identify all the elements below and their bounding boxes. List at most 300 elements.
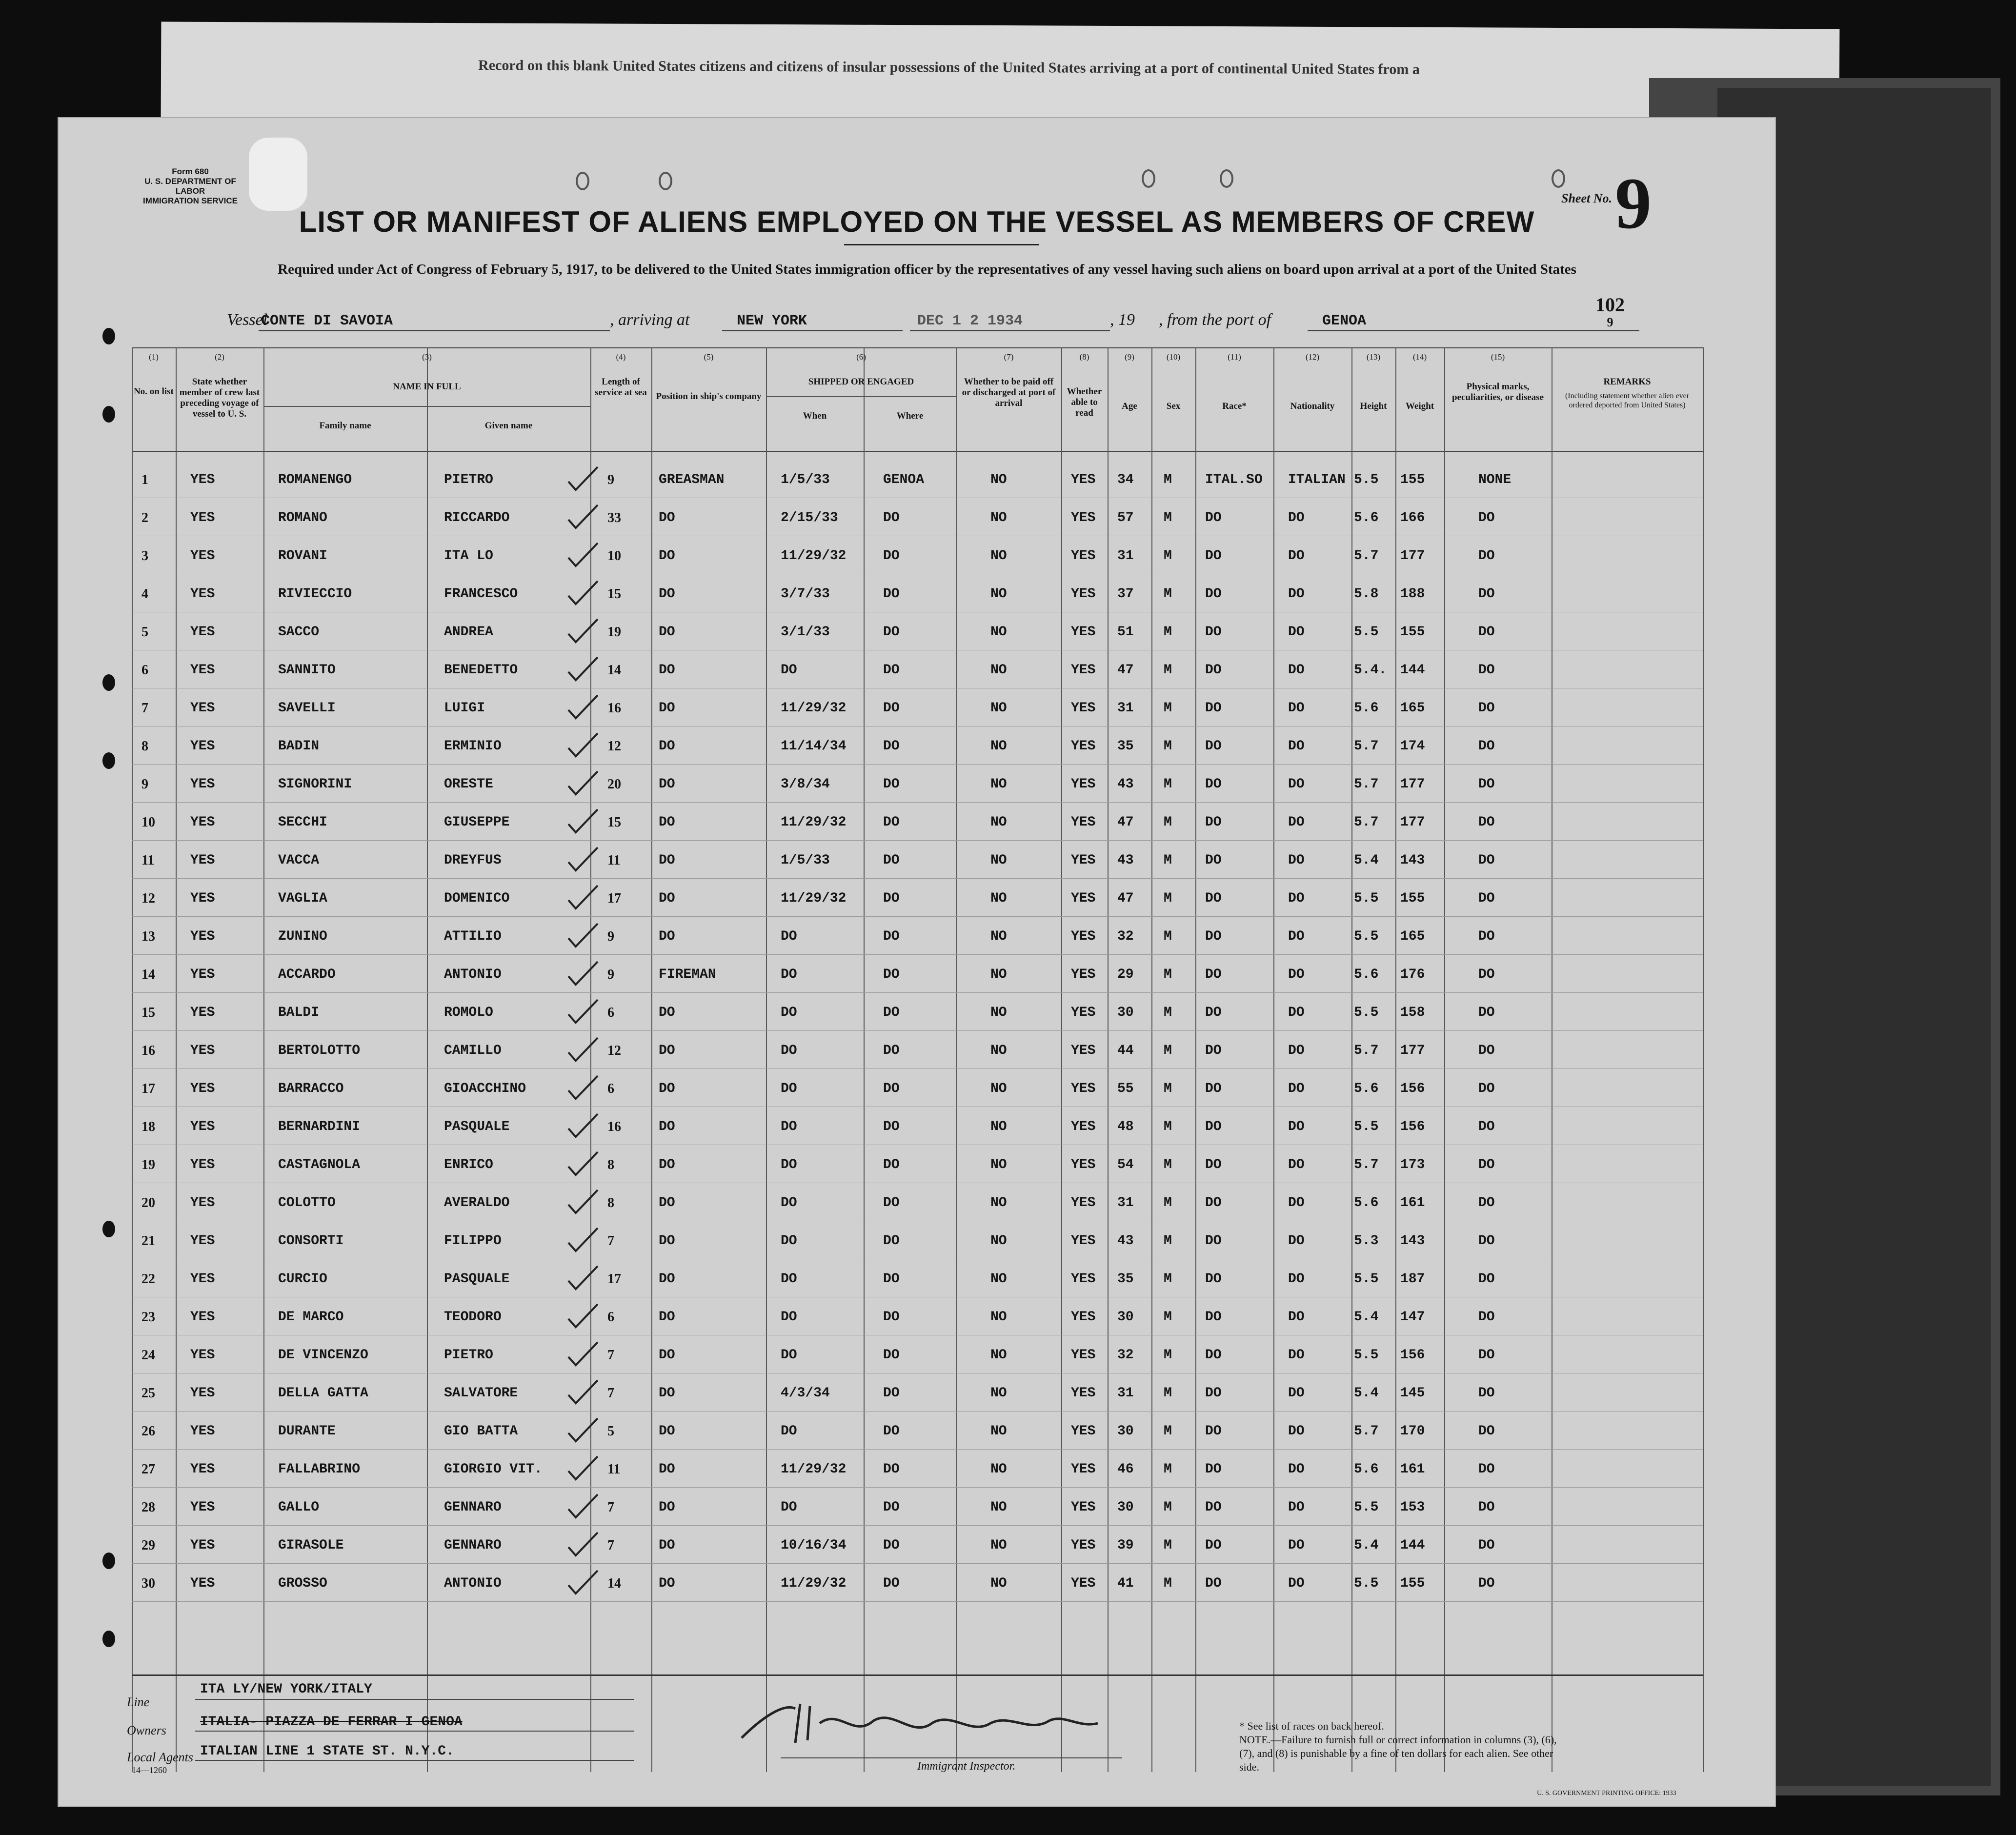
position-cell: DO — [659, 1576, 675, 1591]
table-row — [132, 612, 1703, 650]
able-to-read-cell: YES — [1071, 891, 1096, 906]
physical-marks-cell: DO — [1478, 815, 1495, 830]
table-row — [132, 650, 1703, 688]
position-cell: DO — [659, 739, 675, 754]
col2-header: State whether member of crew last preceding voyage of vessel to U. S. — [179, 377, 260, 419]
shipped-when-cell: 11/29/32 — [781, 701, 847, 716]
row-number-cell: 21 — [141, 1233, 155, 1249]
paid-off-cell: NO — [990, 472, 1007, 487]
paid-off-cell: NO — [990, 1500, 1007, 1515]
ring-mark — [1552, 169, 1565, 188]
from-label: , from the port of — [1159, 311, 1271, 329]
check-mark-icon — [566, 1188, 600, 1217]
table-row — [132, 536, 1703, 574]
form-number: Form 680 — [172, 167, 209, 176]
family-name-cell: DURANTE — [278, 1424, 336, 1439]
sex-cell: M — [1164, 1271, 1172, 1287]
prev-voyage-cell: YES — [190, 548, 215, 564]
col9-num: (9) — [1125, 352, 1134, 362]
shipped-where-cell: DO — [883, 1424, 900, 1439]
nationality-cell: DO — [1288, 929, 1305, 944]
owners-label: Owners — [127, 1723, 166, 1737]
shipped-where-cell: DO — [883, 739, 900, 754]
race-cell: DO — [1205, 1576, 1222, 1591]
row-number-cell: 29 — [141, 1538, 155, 1553]
given-name-cell: GIOACCHINO — [444, 1081, 526, 1096]
table-row — [132, 1449, 1703, 1488]
row-number-cell: 7 — [141, 701, 148, 716]
shipped-when-cell: DO — [781, 929, 797, 944]
length-of-service-cell: 33 — [607, 510, 621, 525]
family-name-cell: BARRACCO — [278, 1081, 344, 1096]
height-cell: 5.5 — [1354, 1271, 1379, 1287]
physical-marks-cell: DO — [1478, 1348, 1495, 1363]
given-name-cell: ANTONIO — [444, 1576, 502, 1591]
family-name-cell: ROVANI — [278, 548, 327, 564]
shipped-when-cell: DO — [781, 1500, 797, 1515]
race-cell: DO — [1205, 891, 1222, 906]
row-number-cell: 30 — [141, 1576, 155, 1591]
able-to-read-cell: YES — [1071, 967, 1096, 982]
race-cell: DO — [1205, 1005, 1222, 1020]
table-row — [132, 1030, 1703, 1069]
shipped-where-cell: DO — [883, 1195, 900, 1210]
remarks-subheader: (Including statement whether alien ever ordered deported from United States) — [1565, 392, 1690, 409]
shipped-where-cell: DO — [883, 967, 900, 982]
physical-marks-cell: DO — [1478, 548, 1495, 564]
weight-cell: 153 — [1400, 1500, 1425, 1515]
length-of-service-cell: 12 — [607, 1043, 621, 1058]
age-cell: 31 — [1117, 1195, 1134, 1210]
sheet-number: 9 — [1615, 163, 1652, 244]
shipped-when-cell: 11/14/34 — [781, 739, 847, 754]
prev-voyage-cell: YES — [190, 1271, 215, 1287]
prev-voyage-cell: YES — [190, 1005, 215, 1020]
row-number-cell: 1 — [141, 472, 148, 487]
nationality-cell: DO — [1288, 1310, 1305, 1325]
inspector-line — [781, 1757, 1122, 1758]
able-to-read-cell: YES — [1071, 1233, 1096, 1249]
physical-marks-cell: DO — [1478, 1195, 1495, 1210]
punch-hole — [102, 674, 115, 691]
race-cell: DO — [1205, 1310, 1222, 1325]
torn-corner — [249, 138, 307, 211]
sex-cell: M — [1164, 701, 1172, 716]
vessel-row — [59, 311, 1775, 340]
shipped-where-cell: DO — [883, 1271, 900, 1287]
table-row — [132, 954, 1703, 993]
weight-cell: 155 — [1400, 625, 1425, 640]
height-cell: 5.5 — [1354, 1119, 1379, 1134]
inspector-signature — [727, 1694, 1117, 1757]
able-to-read-cell: YES — [1071, 1081, 1096, 1096]
col3-num: (3) — [422, 352, 432, 362]
nationality-cell: DO — [1288, 1195, 1305, 1210]
position-cell: DO — [659, 1500, 675, 1515]
paid-off-cell: NO — [990, 891, 1007, 906]
given-name-cell: GENNARO — [444, 1500, 502, 1515]
check-mark-icon — [566, 1073, 600, 1103]
race-cell: DO — [1205, 929, 1222, 944]
shipped-where-cell: DO — [883, 1157, 900, 1172]
prev-voyage-cell: YES — [190, 1310, 215, 1325]
height-cell: 5.6 — [1354, 1462, 1379, 1477]
family-name-cell: CASTAGNOLA — [278, 1157, 361, 1172]
sex-cell: M — [1164, 1538, 1172, 1553]
shipped-where-cell: DO — [883, 1005, 900, 1020]
sex-cell: M — [1164, 1576, 1172, 1591]
shipped-when-cell: DO — [781, 1310, 797, 1325]
nationality-cell: DO — [1288, 967, 1305, 982]
check-mark-icon — [566, 921, 600, 950]
position-cell: DO — [659, 1424, 675, 1439]
arriving-port: NEW YORK — [737, 313, 807, 329]
length-of-service-cell: 8 — [607, 1195, 614, 1210]
shipped-when-cell: DO — [781, 1005, 797, 1020]
given-name-cell: RICCARDO — [444, 510, 510, 525]
physical-marks-cell: DO — [1478, 1081, 1495, 1096]
physical-marks-cell: DO — [1478, 929, 1495, 944]
nationality-cell: DO — [1288, 1081, 1305, 1096]
prev-voyage-cell: YES — [190, 1386, 215, 1401]
table-row — [132, 802, 1703, 841]
family-name-cell: SECCHI — [278, 815, 327, 830]
check-mark-icon — [566, 731, 600, 760]
physical-marks-cell: NONE — [1478, 472, 1512, 487]
paid-off-cell: NO — [990, 1576, 1007, 1591]
weight-cell: 177 — [1400, 548, 1425, 564]
age-cell: 30 — [1117, 1424, 1134, 1439]
row-number-cell: 10 — [141, 815, 155, 830]
col6-subrule — [766, 396, 956, 397]
race-cell: DO — [1205, 1081, 1222, 1096]
shipped-when-cell: DO — [781, 1119, 797, 1134]
col13-header: Height — [1360, 401, 1387, 411]
height-cell: 5.5 — [1354, 1348, 1379, 1363]
shipped-where-cell: DO — [883, 929, 900, 944]
line-label: Line — [127, 1695, 150, 1709]
check-mark-icon — [566, 1492, 600, 1521]
weight-cell: 176 — [1400, 967, 1425, 982]
position-cell: DO — [659, 1310, 675, 1325]
age-cell: 41 — [1117, 1576, 1134, 1591]
check-mark-icon — [566, 1454, 600, 1483]
length-of-service-cell: 6 — [607, 1005, 614, 1020]
nationality-cell: DO — [1288, 510, 1305, 525]
paid-off-cell: NO — [990, 1005, 1007, 1020]
shipped-where-cell: DO — [883, 1043, 900, 1058]
where-header: Where — [896, 411, 924, 421]
shipped-where-cell: DO — [883, 510, 900, 525]
position-cell: DO — [659, 1386, 675, 1401]
col6-header: SHIPPED OR ENGAGED — [808, 377, 914, 387]
length-of-service-cell: 5 — [607, 1424, 614, 1439]
race-cell: DO — [1205, 1271, 1222, 1287]
physical-marks-cell: DO — [1478, 1271, 1495, 1287]
position-cell: DO — [659, 1195, 675, 1210]
row-number-cell: 8 — [141, 739, 148, 754]
sex-cell: M — [1164, 510, 1172, 525]
col9-header: Age — [1122, 401, 1137, 411]
race-cell: DO — [1205, 1233, 1222, 1249]
date-stamp: DEC 1 2 1934 — [917, 313, 1023, 329]
prev-voyage-cell: YES — [190, 510, 215, 525]
position-cell: DO — [659, 1043, 675, 1058]
age-cell: 35 — [1117, 1271, 1134, 1287]
able-to-read-cell: YES — [1071, 1310, 1096, 1325]
paid-off-cell: NO — [990, 739, 1007, 754]
length-of-service-cell: 11 — [607, 853, 621, 868]
age-cell: 30 — [1117, 1500, 1134, 1515]
given-name-cell: CAMILLO — [444, 1043, 502, 1058]
physical-marks-cell: DO — [1478, 853, 1495, 868]
ring-mark — [659, 172, 672, 190]
sex-cell: M — [1164, 663, 1172, 678]
check-mark-icon — [566, 617, 600, 646]
table-row — [132, 1221, 1703, 1259]
title-rule — [844, 244, 1039, 245]
height-cell: 5.5 — [1354, 1576, 1379, 1591]
row-number-cell: 14 — [141, 967, 155, 982]
paid-off-cell: NO — [990, 1233, 1007, 1249]
table-row — [132, 726, 1703, 765]
given-name-cell: ENRICO — [444, 1157, 493, 1172]
form-number-block — [141, 167, 239, 206]
position-cell: DO — [659, 1081, 675, 1096]
check-mark-icon — [566, 1226, 600, 1255]
table-row — [132, 764, 1703, 803]
position-cell: DO — [659, 1233, 675, 1249]
family-name-cell: ACCARDO — [278, 967, 336, 982]
given-name-cell: ANDREA — [444, 625, 493, 640]
col4-header: Length of service at sea — [595, 377, 647, 398]
punch-hole — [102, 1553, 115, 1569]
nationality-cell: DO — [1288, 1576, 1305, 1591]
age-cell: 30 — [1117, 1310, 1134, 1325]
length-of-service-cell: 17 — [607, 1271, 621, 1287]
given-name-cell: BENEDETTO — [444, 663, 518, 678]
from-line — [1308, 330, 1639, 331]
weight-cell: 177 — [1400, 1043, 1425, 1058]
shipped-when-cell: DO — [781, 663, 797, 678]
physical-marks-cell: DO — [1478, 1157, 1495, 1172]
paid-off-cell: NO — [990, 1462, 1007, 1477]
table-row — [132, 1525, 1703, 1564]
able-to-read-cell: YES — [1071, 1348, 1096, 1363]
prev-voyage-cell: YES — [190, 891, 215, 906]
col10-header: Sex — [1166, 401, 1181, 411]
col8-num: (8) — [1079, 352, 1089, 362]
family-name-header: Family name — [319, 421, 371, 431]
paid-off-cell: NO — [990, 815, 1007, 830]
inspector-label: Immigrant Inspector. — [917, 1760, 1016, 1773]
height-cell: 5.7 — [1354, 1424, 1379, 1439]
back-sheet-text: Record on this blank United States citizens and citizens of insular possessions of the United States arriving at a port of continental United States from a — [478, 57, 1420, 78]
paid-off-cell: NO — [990, 701, 1007, 716]
line-underline — [195, 1699, 634, 1700]
punch-hole — [102, 406, 115, 423]
able-to-read-cell: YES — [1071, 586, 1096, 602]
col8-header: Whether able to read — [1067, 386, 1102, 418]
nationality-cell: DO — [1288, 891, 1305, 906]
given-name-cell: TEODORO — [444, 1310, 502, 1325]
sex-cell: M — [1164, 777, 1172, 792]
length-of-service-cell: 9 — [607, 929, 614, 944]
vessel-name: CONTE DI SAVOIA — [261, 313, 393, 329]
row-number-cell: 16 — [141, 1043, 155, 1058]
given-name-cell: FRANCESCO — [444, 586, 518, 602]
given-name-cell: PIETRO — [444, 1348, 493, 1363]
paid-off-cell: NO — [990, 1157, 1007, 1172]
family-name-cell: ROMANENGO — [278, 472, 352, 487]
position-cell: DO — [659, 1157, 675, 1172]
length-of-service-cell: 6 — [607, 1310, 614, 1325]
family-name-cell: SAVELLI — [278, 701, 336, 716]
shipped-where-cell: DO — [883, 777, 900, 792]
able-to-read-cell: YES — [1071, 625, 1096, 640]
family-name-cell: FALLABRINO — [278, 1462, 361, 1477]
able-to-read-cell: YES — [1071, 1271, 1096, 1287]
sex-cell: M — [1164, 739, 1172, 754]
paid-off-cell: NO — [990, 1310, 1007, 1325]
sex-cell: M — [1164, 1233, 1172, 1249]
check-mark-icon — [566, 541, 600, 570]
nationality-cell: DO — [1288, 777, 1305, 792]
family-name-cell: VACCA — [278, 853, 320, 868]
shipped-where-cell: DO — [883, 663, 900, 678]
given-name-cell: LUIGI — [444, 701, 485, 716]
family-name-cell: CONSORTI — [278, 1233, 344, 1249]
race-cell: DO — [1205, 777, 1222, 792]
able-to-read-cell: YES — [1071, 929, 1096, 944]
family-name-cell: BADIN — [278, 739, 320, 754]
manifest-table — [132, 347, 1703, 1772]
row-number-cell: 19 — [141, 1157, 155, 1172]
race-cell: DO — [1205, 548, 1222, 564]
age-cell: 46 — [1117, 1462, 1134, 1477]
col3-header: NAME IN FULL — [393, 382, 461, 392]
nationality-cell: DO — [1288, 1348, 1305, 1363]
col1-header: No. on list — [134, 386, 174, 397]
row-number-cell: 28 — [141, 1500, 155, 1515]
prev-voyage-cell: YES — [190, 701, 215, 716]
physical-marks-cell: DO — [1478, 701, 1495, 716]
prev-voyage-cell: YES — [190, 777, 215, 792]
race-cell: ITAL.SO — [1205, 472, 1263, 487]
shipped-when-cell: 3/8/34 — [781, 777, 830, 792]
family-name-cell: DE VINCENZO — [278, 1348, 368, 1363]
prev-voyage-cell: YES — [190, 1119, 215, 1134]
row-number-cell: 12 — [141, 891, 155, 906]
age-cell: 47 — [1117, 663, 1134, 678]
table-row — [132, 1373, 1703, 1412]
length-of-service-cell: 8 — [607, 1157, 614, 1172]
nationality-cell: DO — [1288, 1005, 1305, 1020]
given-name-header: Given name — [484, 421, 533, 431]
check-mark-icon — [566, 997, 600, 1027]
nationality-cell: DO — [1288, 1233, 1305, 1249]
shipped-when-cell: 11/29/32 — [781, 891, 847, 906]
form-department: U. S. DEPARTMENT OF LABOR — [144, 177, 236, 196]
weight-cell: 156 — [1400, 1119, 1425, 1134]
check-mark-icon — [566, 1035, 600, 1065]
paid-off-cell: NO — [990, 1043, 1007, 1058]
weight-cell: 143 — [1400, 853, 1425, 868]
race-cell: DO — [1205, 1386, 1222, 1401]
table-row — [132, 1145, 1703, 1183]
race-cell: DO — [1205, 1538, 1222, 1553]
race-cell: DO — [1205, 1195, 1222, 1210]
weight-cell: 155 — [1400, 472, 1425, 487]
position-cell: DO — [659, 1271, 675, 1287]
check-mark-icon — [566, 769, 600, 798]
age-cell: 31 — [1117, 701, 1134, 716]
paid-off-cell: NO — [990, 777, 1007, 792]
check-mark-icon — [566, 503, 600, 532]
shipped-when-cell: DO — [781, 1348, 797, 1363]
sex-cell: M — [1164, 586, 1172, 602]
length-of-service-cell: 7 — [607, 1538, 614, 1553]
prev-voyage-cell: YES — [190, 472, 215, 487]
paid-off-cell: NO — [990, 929, 1007, 944]
shipped-when-cell: DO — [781, 1081, 797, 1096]
sex-cell: M — [1164, 1386, 1172, 1401]
length-of-service-cell: 7 — [607, 1386, 614, 1401]
height-cell: 5.7 — [1354, 1157, 1379, 1172]
nationality-cell: DO — [1288, 1271, 1305, 1287]
able-to-read-cell: YES — [1071, 739, 1096, 754]
age-cell: 43 — [1117, 853, 1134, 868]
able-to-read-cell: YES — [1071, 548, 1096, 564]
physical-marks-cell: DO — [1478, 777, 1495, 792]
length-of-service-cell: 7 — [607, 1233, 614, 1249]
length-of-service-cell: 14 — [607, 1576, 621, 1591]
check-mark-icon — [566, 845, 600, 874]
race-cell: DO — [1205, 853, 1222, 868]
row-number-cell: 17 — [141, 1081, 155, 1096]
family-name-cell: GROSSO — [278, 1576, 327, 1591]
check-mark-icon — [566, 1149, 600, 1179]
physical-marks-cell: DO — [1478, 663, 1495, 678]
position-cell: DO — [659, 663, 675, 678]
when-header: When — [803, 411, 827, 421]
shipped-where-cell: DO — [883, 1500, 900, 1515]
check-mark-icon — [566, 807, 600, 836]
shipped-when-cell: 10/16/34 — [781, 1538, 847, 1553]
physical-marks-cell: DO — [1478, 1233, 1495, 1249]
age-cell: 35 — [1117, 739, 1134, 754]
race-cell: DO — [1205, 663, 1222, 678]
length-of-service-cell: 19 — [607, 625, 621, 640]
position-cell: DO — [659, 1538, 675, 1553]
shipped-where-cell: GENOA — [883, 472, 925, 487]
height-cell: 5.5 — [1354, 929, 1379, 944]
agents-underline — [195, 1760, 634, 1761]
position-cell: DO — [659, 1119, 675, 1134]
family-name-cell: BERNARDINI — [278, 1119, 361, 1134]
check-mark-icon — [566, 1111, 600, 1141]
position-cell: DO — [659, 853, 675, 868]
height-cell: 5.6 — [1354, 510, 1379, 525]
length-of-service-cell: 14 — [607, 663, 621, 678]
ring-mark — [1220, 169, 1233, 188]
age-cell: 32 — [1117, 1348, 1134, 1363]
weight-cell: 147 — [1400, 1310, 1425, 1325]
prev-voyage-cell: YES — [190, 853, 215, 868]
able-to-read-cell: YES — [1071, 510, 1096, 525]
age-cell: 54 — [1117, 1157, 1134, 1172]
row-number-cell: 20 — [141, 1195, 155, 1210]
